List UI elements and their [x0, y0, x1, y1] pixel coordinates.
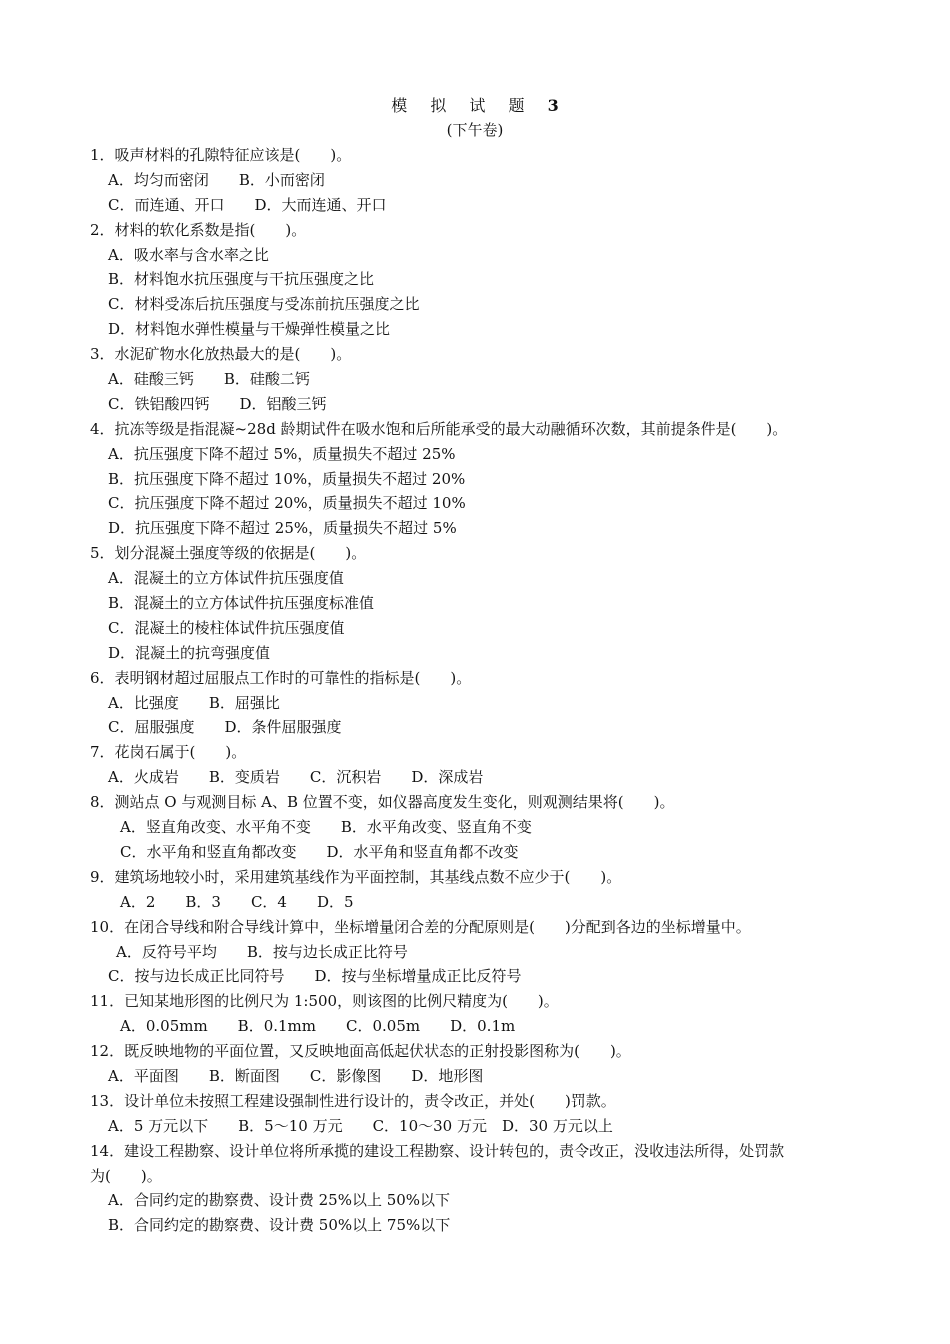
- option-line: B．合同约定的勘察费、设计费 50%以上 75%以下: [108, 1216, 451, 1235]
- option-line: A．5 万元以下 B．5～10 万元 C．10～30 万元 D．30 万元以上: [108, 1116, 613, 1135]
- option-line: C．屈服强度 D．条件屈服强度: [108, 718, 342, 737]
- option-line: A．抗压强度下降不超过 5%，质量损失不超过 25%: [108, 444, 456, 463]
- question-line: 4．抗冻等级是指混凝~28d 龄期试件在吸水饱和后所能承受的最大动融循环次数，其前提条件是( )。: [90, 419, 788, 438]
- option-line: B．混凝土的立方体试件抗压强度标准值: [108, 594, 375, 613]
- option-line: C．混凝土的棱柱体试件抗压强度值: [108, 618, 345, 637]
- option-line: B．抗压强度下降不超过 10%，质量损失不超过 20%: [108, 469, 466, 488]
- option-line: A．平面图 B．断面图 C．影像图 D．地形图: [108, 1066, 484, 1085]
- option-line: C．按与边长成正比同符号 D．按与坐标增量成正比反符号: [108, 967, 522, 986]
- option-line: C．材料受冻后抗压强度与受冻前抗压强度之比: [108, 295, 420, 314]
- option-line: A．反符号平均 B．按与边长成正比符号: [116, 942, 408, 961]
- question-line: 14．建设工程勘察、设计单位将所承揽的建设工程勘察、设计转包的，责令改正，没收违法所得，处罚款: [90, 1141, 785, 1160]
- option-line: A．混凝土的立方体试件抗压强度值: [108, 569, 344, 588]
- question-line: 为( )。: [90, 1166, 162, 1185]
- option-line: A．2 B．3 C．4 D．5: [120, 892, 354, 911]
- question-line: 7．花岗石属于( )。: [90, 743, 247, 762]
- question-line: 10．在闭合导线和附合导线计算中，坐标增量闭合差的分配原则是( )分配到各边的坐标增量中。: [90, 917, 751, 936]
- option-line: A．0.05mm B．0.1mm C．0.05m D．0.1m: [120, 1017, 516, 1036]
- option-line: A．吸水率与含水率之比: [108, 245, 269, 264]
- option-line: C．而连通、开口 D．大而连通、开口: [108, 195, 387, 214]
- question-line: 2．材料的软化系数是指( )。: [90, 220, 307, 239]
- option-line: C．铁铝酸四钙 D．铝酸三钙: [108, 394, 327, 413]
- option-line: B．材料饱水抗压强度与干抗压强度之比: [108, 270, 375, 289]
- option-line: D．材料饱水弹性模量与干燥弹性模量之比: [108, 320, 391, 339]
- option-line: C．抗压强度下降不超过 20%，质量损失不超过 10%: [108, 494, 466, 513]
- question-list: [90, 143, 870, 1238]
- question-line: 1．吸声材料的孔隙特征应该是( )。: [90, 146, 352, 164]
- question-line: 12．既反映地物的平面位置，又反映地面高低起伏状态的正射投影图称为( )。: [90, 1042, 631, 1061]
- page-title: [0, 93, 950, 116]
- question-line: 5．划分混凝土强度等级的依据是( )。: [90, 544, 367, 563]
- question-line: 8．测站点 O 与观测目标 A、B 位置不变，如仪器高度发生变化，则观测结果将( )。: [90, 793, 675, 812]
- option-line: A．竖直角改变、水平角不变 B．水平角改变、竖直角不变: [120, 818, 532, 837]
- option-line: A．硅酸三钙 B．硅酸二钙: [108, 370, 310, 389]
- option-line: A．比强度 B．屈强比: [108, 693, 280, 712]
- page-subtitle: (下午卷): [446, 121, 504, 139]
- question-line: 6．表明钢材超过屈服点工作时的可靠性的指标是( )。: [90, 668, 472, 687]
- option-line: D．混凝土的抗弯强度值: [108, 643, 271, 662]
- option-line: D．抗压强度下降不超过 25%，质量损失不超过 5%: [108, 519, 457, 538]
- title-number: 3: [547, 96, 559, 115]
- option-line: A．火成岩 B．变质岩 C．沉积岩 D．深成岩: [108, 768, 484, 787]
- question-line: 3．水泥矿物水化放热最大的是( )。: [90, 345, 352, 364]
- question-line: 11．已知某地形图的比例尺为 1:500，则该图的比例尺精度为( )。: [90, 992, 559, 1011]
- option-line: A．均匀而密闭 B．小而密闭: [108, 170, 325, 189]
- option-line: C．水平角和竖直角都改变 D．水平角和竖直角都不改变: [120, 842, 519, 861]
- option-line: A．合同约定的勘察费、设计费 25%以上 50%以下: [108, 1191, 451, 1210]
- question-line: 9．建筑场地较小时，采用建筑基线作为平面控制，其基线点数不应少于( )。: [90, 867, 622, 886]
- question-line: 13．设计单位未按照工程建设强制性进行设计的，责令改正，并处( )罚款。: [90, 1091, 616, 1110]
- title-text: 模 拟 试 题: [391, 96, 534, 115]
